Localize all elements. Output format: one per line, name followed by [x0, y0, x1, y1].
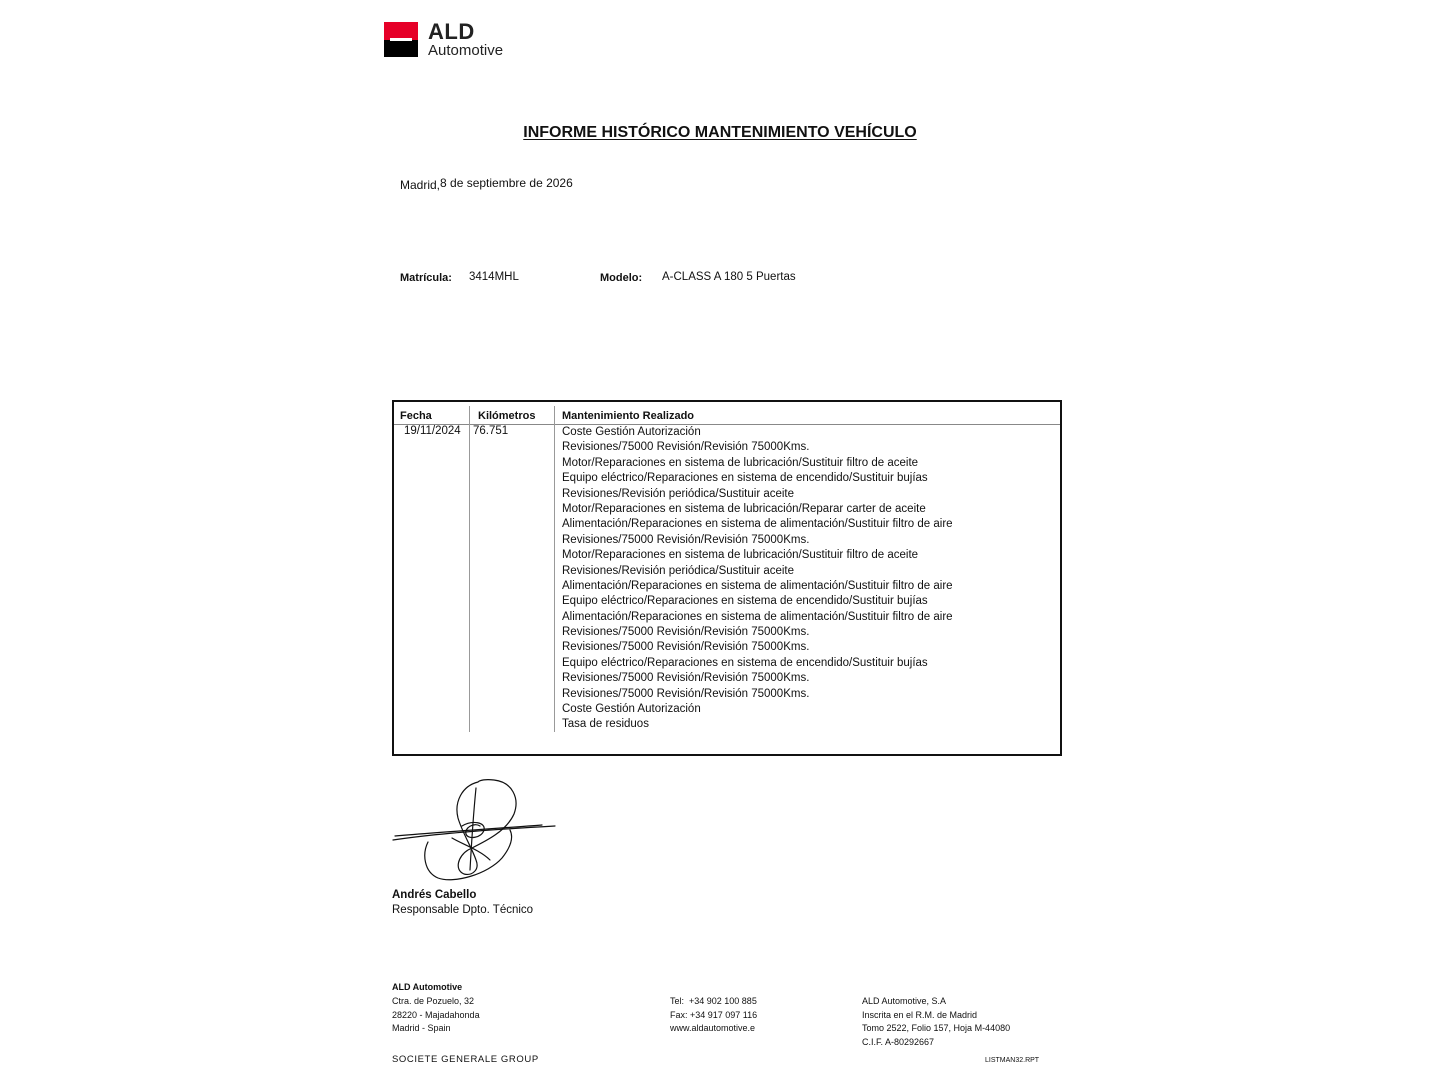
row-kilometros: 76.751 — [473, 425, 509, 437]
footer-company: ALD Automotive — [392, 982, 463, 992]
maintenance-item: Motor/Reparaciones en sistema de lubricación/Reparar carter de aceite — [562, 502, 926, 515]
maintenance-item: Alimentación/Reparaciones en sistema de alimentación/Sustituir filtro de aire — [562, 610, 953, 623]
header-mantenimiento: Mantenimiento Realizado — [562, 410, 695, 422]
footer-legal-line: ALD Automotive, S.A — [862, 996, 947, 1006]
footer-legal-line: C.I.F. A-80292667 — [862, 1036, 935, 1047]
maintenance-table — [392, 400, 1062, 756]
signatory-name: Andrés Cabello — [392, 889, 477, 901]
footer-website: www.aldautomotive.e — [670, 1023, 756, 1034]
maintenance-item: Revisiones/75000 Revisión/Revisión 75000Kms. — [562, 441, 810, 454]
footer-group: SOCIETE GENERALE GROUP — [392, 1054, 539, 1065]
ald-automotive-logo — [384, 19, 514, 60]
maintenance-item: Equipo eléctrico/Reparaciones en sistema de encendido/Sustituir bujías — [562, 472, 928, 485]
maintenance-item: Revisiones/75000 Revisión/Revisión 75000Kms. — [562, 641, 810, 654]
footer-fax: Fax: +34 917 097 116 — [670, 1009, 758, 1020]
footer-address — [392, 995, 480, 1036]
column-divider — [469, 406, 470, 732]
plate-value: 3414MHL — [469, 271, 519, 283]
maintenance-item: Revisiones/75000 Revisión/Revisión 75000Kms. — [562, 672, 810, 685]
logo-text-ald: ALD — [428, 19, 475, 44]
maintenance-item: Motor/Reparaciones en sistema de lubricación/Sustituir filtro de aceite — [562, 549, 919, 562]
maintenance-item: Alimentación/Reparaciones en sistema de alimentación/Sustituir filtro de aire — [562, 518, 953, 531]
footer-address-line: 28220 - Majadahonda — [392, 1009, 480, 1020]
footer-legal — [862, 995, 1010, 1049]
model-value: A-CLASS A 180 5 Puertas — [662, 271, 796, 283]
table-header-row — [394, 402, 1060, 425]
header-kilometros: Kilómetros — [478, 410, 536, 422]
column-divider — [554, 406, 555, 732]
ald-logo-icon — [384, 22, 418, 57]
model-label: Modelo: — [600, 272, 643, 284]
footer-address-line: Ctra. de Pozuelo, 32 — [392, 996, 475, 1006]
maintenance-item: Tasa de residuos — [562, 718, 649, 731]
footer-phone: Tel: +34 902 100 885 — [670, 996, 757, 1006]
maintenance-item: Coste Gestión Autorización — [562, 703, 701, 716]
place-text: Madrid, — [400, 178, 441, 192]
signatory-role: Responsable Dpto. Técnico — [392, 904, 534, 916]
footer-legal-line: Tomo 2522, Folio 157, Hoja M-44080 — [862, 1023, 1011, 1034]
maintenance-item: Coste Gestión Autorización — [562, 426, 701, 438]
maintenance-item: Motor/Reparaciones en sistema de lubricación/Sustituir filtro de aceite — [562, 456, 919, 469]
maintenance-item: Revisiones/Revisión periódica/Sustituir aceite — [562, 564, 795, 577]
signature-image — [392, 778, 556, 882]
maintenance-item: Revisiones/75000 Revisión/Revisión 75000Kms. — [562, 626, 810, 639]
report-date: 8 de septiembre de 2026 — [440, 176, 573, 190]
plate-label: Matrícula: — [400, 272, 452, 284]
maintenance-item: Revisiones/Revisión periódica/Sustituir aceite — [562, 487, 795, 500]
footer-legal-line: Inscrita en el R.M. de Madrid — [862, 1009, 978, 1020]
header-fecha: Fecha — [400, 410, 432, 422]
place-date-line — [400, 178, 573, 192]
maintenance-item: Alimentación/Reparaciones en sistema de alimentación/Sustituir filtro de aire — [562, 579, 953, 592]
row-fecha: 19/11/2024 — [404, 425, 461, 437]
maintenance-items-list — [562, 425, 953, 733]
maintenance-item: Revisiones/75000 Revisión/Revisión 75000Kms. — [562, 687, 810, 700]
footer-contact — [670, 995, 757, 1036]
maintenance-item: Equipo eléctrico/Reparaciones en sistema de encendido/Sustituir bujías — [562, 656, 928, 669]
logo-text-automotive: Automotive — [428, 42, 504, 59]
footer-address-line: Madrid - Spain — [392, 1023, 451, 1034]
maintenance-item: Revisiones/75000 Revisión/Revisión 75000Kms. — [562, 533, 810, 546]
report-code: LISTMAN32.RPT — [985, 1057, 1040, 1064]
report-title: INFORME HISTÓRICO MANTENIMIENTO VEHÍCULO — [523, 124, 917, 141]
maintenance-item: Equipo eléctrico/Reparaciones en sistema de encendido/Sustituir bujías — [562, 595, 928, 608]
